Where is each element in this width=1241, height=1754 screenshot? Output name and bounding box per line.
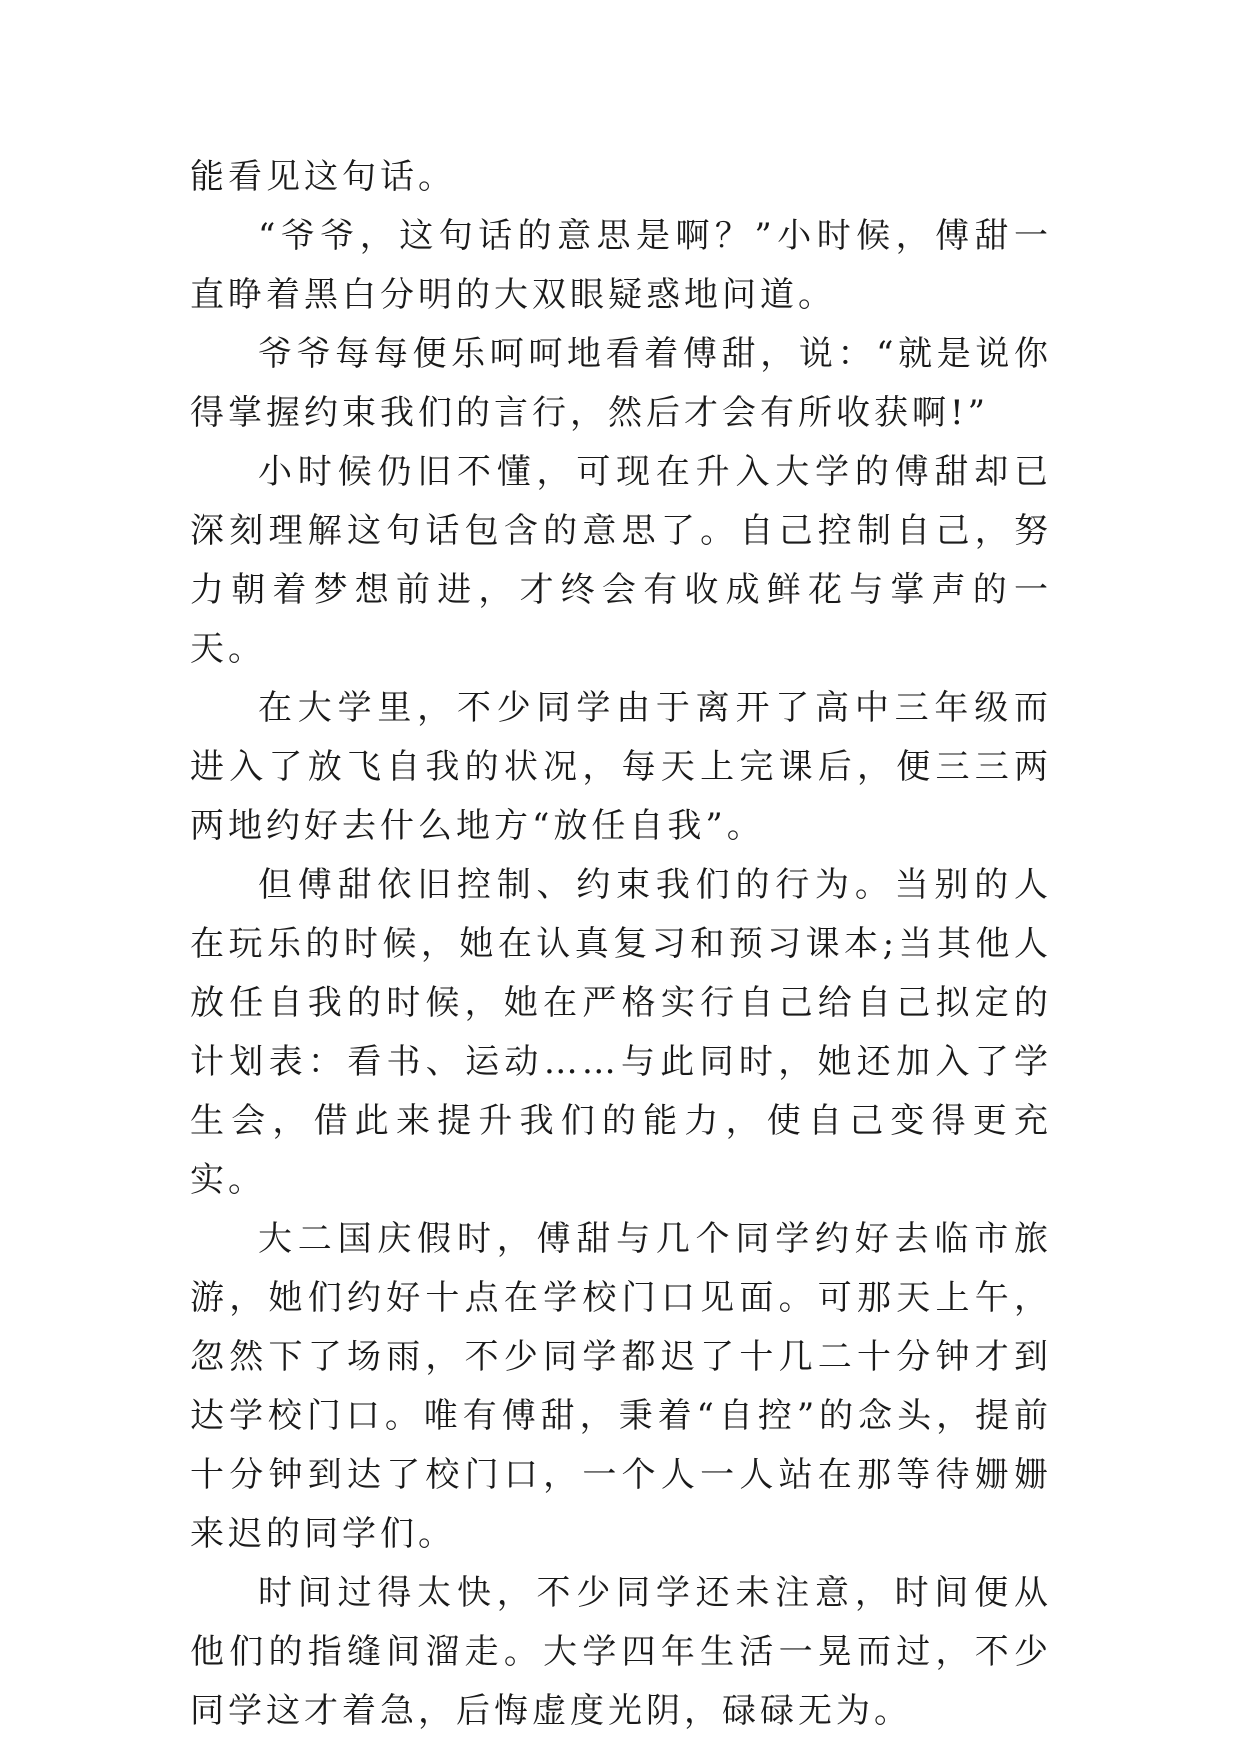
- paragraph: 大二国庆假时，傅甜与几个同学约好去临市旅游，她们约好十点在学校门口见面。可那天上午，忽然下了场雨，不少同学都迟了十几二十分钟才到达学校门口。唯有傅甜，秉着“自控”的念头，提前十分钟到达了校门口，一个人一人站在那等待姗姗来迟的同学们。: [190, 1219, 1052, 1554]
- paragraph: 但傅甜依旧控制、约束我们的行为。当别的人在玩乐的时候，她在认真复习和预习课本;当其他人放任自我的时候，她在严格实行自己给自己拟定的计划表：看书、运动……与此同时，她还加入了学生会，借此来提升我们的能力，使自己变得更充实。: [190, 865, 1052, 1200]
- paragraph: “爷爷，这句话的意思是啊？”小时候，傅甜一直睁着黑白分明的大双眼疑惑地问道。: [190, 216, 1052, 315]
- paragraph: 在大学里，不少同学由于离开了高中三年级而进入了放飞自我的状况，每天上完课后，便三三两两地约好去什么地方“放任自我”。: [190, 688, 1052, 846]
- paragraph: 能看见这句话。: [190, 157, 456, 197]
- paragraph: 爷爷每每便乐呵呵地看着傅甜，说：“就是说你得掌握约束我们的言行，然后才会有所收获啊!”: [190, 334, 1052, 433]
- document-body: [190, 148, 1052, 1741]
- paragraph: 时间过得太快，不少同学还未注意，时间便从他们的指缝间溜走。大学四年生活一晃而过，不少同学这才着急，后悔虚度光阴，碌碌无为。: [190, 1573, 1052, 1731]
- paragraph: 小时候仍旧不懂，可现在升入大学的傅甜却已深刻理解这句话包含的意思了。自己控制自己，努力朝着梦想前进，才终会有收成鲜花与掌声的一天。: [190, 452, 1052, 669]
